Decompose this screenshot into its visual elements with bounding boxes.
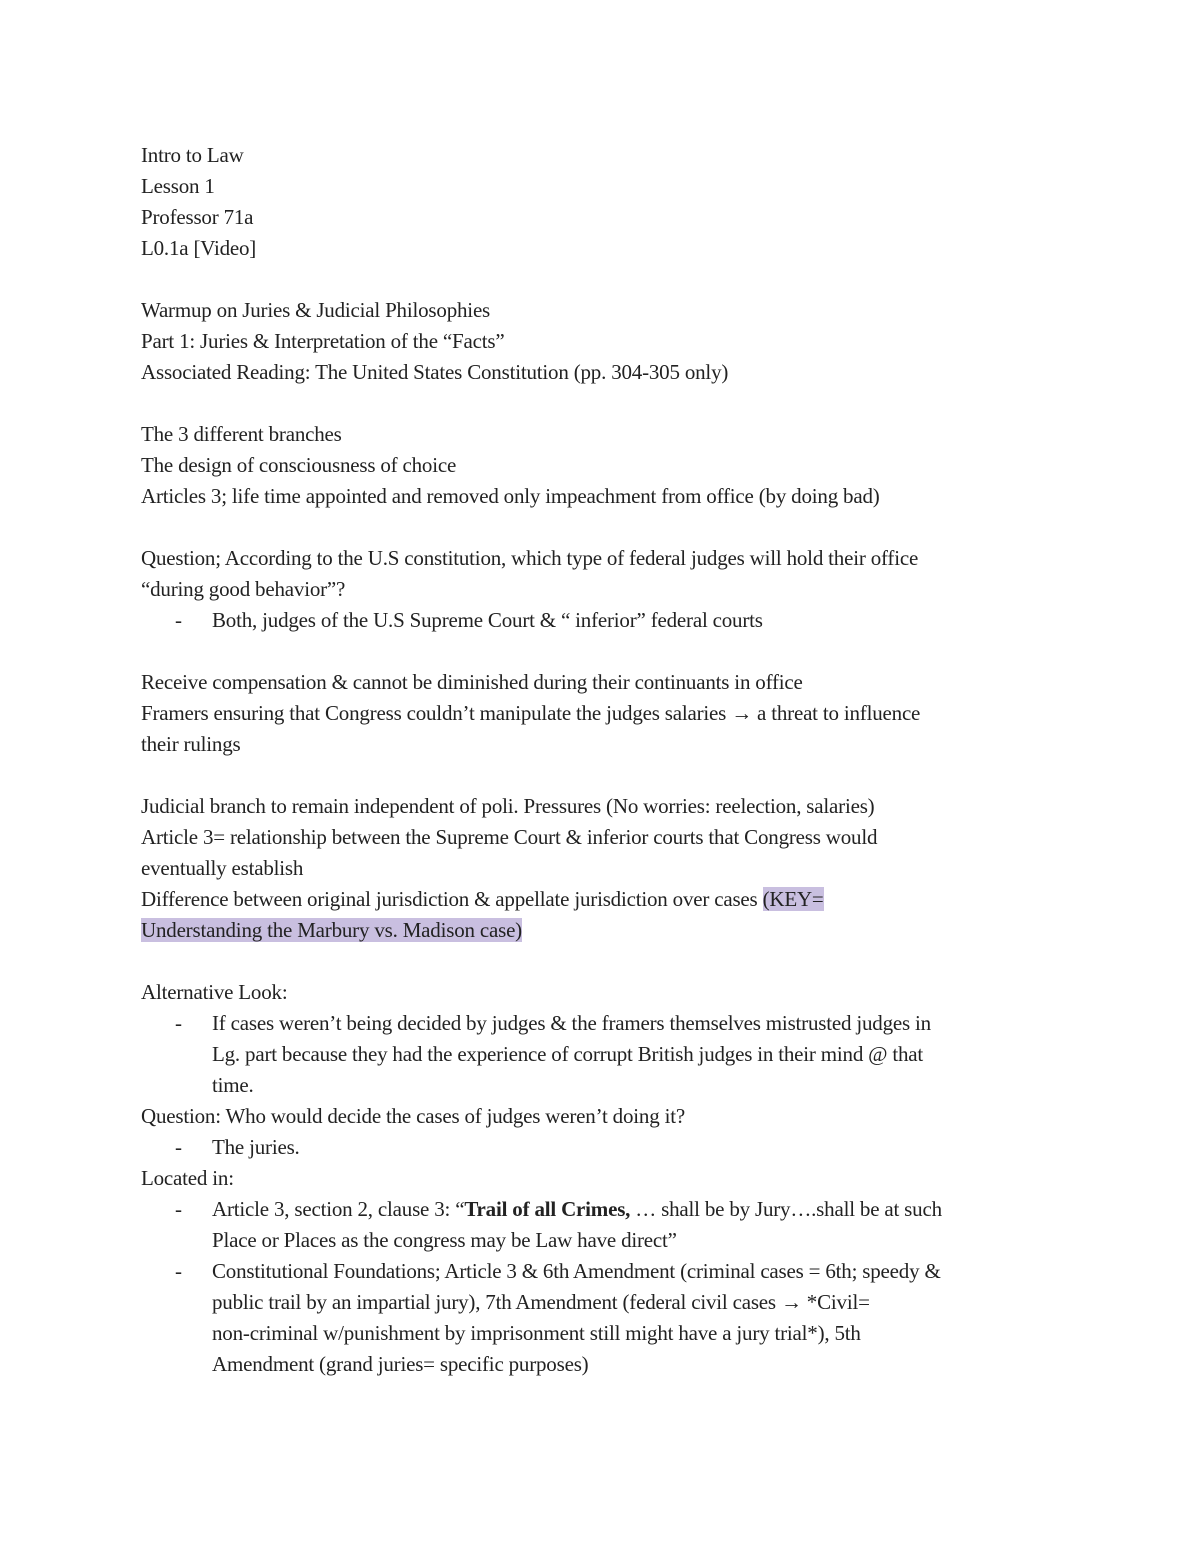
note-line: Receive compensation & cannot be diminished during their continuants in office bbox=[141, 670, 803, 694]
section-title: Warmup on Juries & Judicial Philosophies bbox=[141, 298, 491, 322]
note-line: Located in: bbox=[141, 1166, 234, 1190]
bullet-dash: - bbox=[175, 1197, 182, 1221]
note-line: Articles 3; life time appointed and removed only impeachment from office (by doing bad) bbox=[141, 484, 880, 508]
spacer bbox=[141, 946, 1061, 977]
list-item bbox=[141, 1132, 1061, 1163]
bullet-dash: - bbox=[175, 1135, 182, 1159]
text-run: Article 3, section 2, clause 3: “ bbox=[212, 1197, 465, 1221]
text-run: … shall be by Jury….shall be at such bbox=[630, 1197, 942, 1221]
bullet-dash: - bbox=[175, 1259, 182, 1283]
note-text: Difference between original jurisdiction & appellate jurisdiction over cases bbox=[141, 887, 763, 911]
part-title: Part 1: Juries & Interpretation of the “Facts” bbox=[141, 329, 505, 353]
bullet-text: Amendment (grand juries= specific purposes) bbox=[212, 1352, 589, 1376]
note-line: eventually establish bbox=[141, 856, 304, 880]
document-page bbox=[141, 140, 1061, 1380]
note-line: Framers ensuring that Congress couldn’t manipulate the judges salaries → a threat to influence bbox=[141, 701, 921, 725]
note-line: The 3 different branches bbox=[141, 422, 342, 446]
bullet-text: public trail by an impartial jury), 7th Amendment (federal civil cases → *Civil= bbox=[212, 1290, 870, 1314]
highlighted-text: Understanding the Marbury vs. Madison case) bbox=[141, 918, 522, 942]
bullet-text bbox=[212, 1194, 1061, 1225]
question-line: Question: Who would decide the cases of judges weren’t doing it? bbox=[141, 1104, 685, 1128]
associated-reading: Associated Reading: The United States Constitution (pp. 304-305 only) bbox=[141, 360, 729, 384]
list-item bbox=[141, 1256, 1061, 1380]
spacer bbox=[141, 264, 1061, 295]
bullet-dash: - bbox=[175, 1011, 182, 1035]
bullet-text: Lg. part because they had the experience of corrupt British judges in their mind @ that bbox=[212, 1042, 924, 1066]
subheading: Alternative Look: bbox=[141, 980, 288, 1004]
bullet-text: Both, judges of the U.S Supreme Court & “ inferior” federal courts bbox=[212, 608, 763, 632]
question-line: “during good behavior”? bbox=[141, 577, 346, 601]
answer-bullet bbox=[141, 605, 1061, 636]
question-line: Question; According to the U.S constitution, which type of federal judges will hold their office bbox=[141, 546, 919, 570]
note-line: their rulings bbox=[141, 732, 241, 756]
bullet-text: Place or Places as the congress may be Law have direct” bbox=[212, 1228, 677, 1252]
bold-text: Trail of all Crimes, bbox=[464, 1197, 631, 1221]
note-line: The design of consciousness of choice bbox=[141, 453, 457, 477]
list-item bbox=[141, 1008, 1061, 1101]
lecture-code: L0.1a [Video] bbox=[141, 236, 257, 260]
bullet-text: Constitutional Foundations; Article 3 & 6th Amendment (criminal cases = 6th; speedy & bbox=[212, 1259, 941, 1283]
bullet-text: non-criminal w/punishment by imprisonment still might have a jury trial*), 5th bbox=[212, 1321, 861, 1345]
highlighted-text: (KEY= bbox=[762, 887, 824, 911]
spacer bbox=[141, 388, 1061, 419]
professor-name: Professor 71a bbox=[141, 205, 254, 229]
note-line: Article 3= relationship between the Supreme Court & inferior courts that Congress would bbox=[141, 825, 878, 849]
bullet-text: The juries. bbox=[212, 1135, 300, 1159]
note-line bbox=[141, 915, 1061, 946]
note-line bbox=[141, 884, 1061, 915]
list-item bbox=[141, 1194, 1061, 1256]
bullet-text: time. bbox=[212, 1073, 254, 1097]
lesson-number: Lesson 1 bbox=[141, 174, 215, 198]
spacer bbox=[141, 760, 1061, 791]
course-title: Intro to Law bbox=[141, 143, 244, 167]
bullet-text: If cases weren’t being decided by judges & the framers themselves mistrusted judges in bbox=[212, 1011, 931, 1035]
spacer bbox=[141, 636, 1061, 667]
bullet-dash: - bbox=[175, 608, 182, 632]
spacer bbox=[141, 512, 1061, 543]
note-line: Judicial branch to remain independent of poli. Pressures (No worries: reelection, salaries) bbox=[141, 794, 875, 818]
